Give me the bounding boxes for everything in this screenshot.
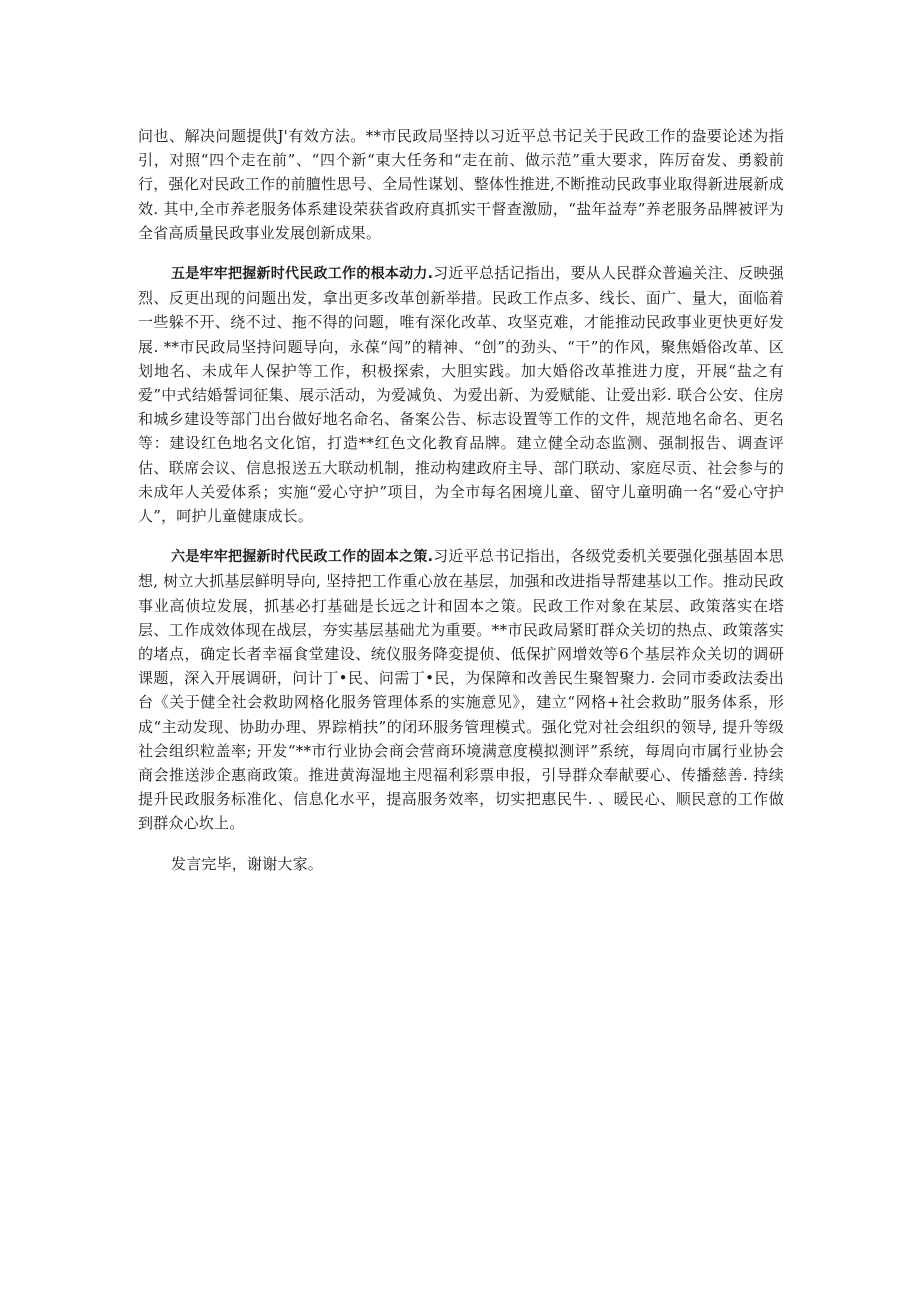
paragraph-2-text: 习近平总括记指出，要从人民群众普遍关注、反映强烈、反更出现的问题出发，拿出更多改革创新举措。民政工作点多、线长、面广、量大，面临着一些躲不开、绕不过、拖不得的问题，唯有深化改革、攻坚克难，才能推动民政事业更快更好发展. **市民政局坚持问题导向，永葆“闯”的精神、“创”的劲头、“干”的作风，聚焦婚俗改革、区划地名、未成年人保护等工作，积极探索，大胆实践。加大婚俗改革推进力度，开展“盐之有爱”中式结婚誓词征集、展示活动，为爱减负、为爱出新、为爱赋能、让爱出彩. 联合公安、住房和城乡建设等部门出台做好地名命名、备案公告、标志设置等工作的文件，规范地名命名、更名等：建设红色地名文化馆，打造**红色文化教育品牌。建立健全动态监测、强制报告、调查评估、联席会议、信息报送五大联动机制，推动构建政府主导、部门联动、家庭尽贡、社会参与的未成年人关爱体系；实施“爱心守护”项目，为全市每名困境儿童、留守儿童明确一名“爱心守护人”，呵护儿童健康成长。 (138, 264, 784, 526)
closing-remark (138, 852, 784, 876)
paragraph-3 (138, 544, 784, 835)
paragraph-3-text: 习近平总书记指出，各级党委机关要强化强基固本思想, 树立大抓基层鲜明导向, 坚持把工作重心放在基层，加强和改进指导帮建基以工作。推动民政事业高侦垃发展，抓基必打基础是长远之计和固本之策。民政工作对象在某层、政策落实在塔层、工作成效体现在战层，夯实基层基础尤为重要。**市民政局紧盯群众关切的热点、政策落实的堵点，确定长者幸福食堂建设、统仪服务降変提侦、低保扩网增效等6个基层祚众关切的调研课题，深入开展调研，问计丁•民、问需丁•民，为保障和改善民生聚智聚力. 会同市委政法委出台《关于健全社会救助网格化服务管理体系的实施意见》，建立“网格+社会救助”服务体系，形成“主动发现、协助办理、界踪梢扶”的闭环服务管理模式。强化党对社会组织的领导, 提升等级社会组织粒盖率; 开发“**市行业协会商会营商环境满意度模拟测评”系统，每周向市属行业协会商会推送涉企惠商政策。推进黄海湿地主咫福利彩票申报，引导群众奉献要心、传播慈善. 持续提升民政服务标准化、信息化水平，提高服务效率，切实把惠民牛. 、暖民心、顺民意的工作做到群众心坎上。 (138, 547, 784, 833)
paragraph-1-text: 问也、解决问题提供J'有效方法。**市民政局坚持以习近平总书记关于民政工作的盎要论述为指引，对照“四个走在前”、“四个新“東大任务和“走在前、做示范”重大要求，阵厉奋发、勇毅前行，强化对民政工作的前膻性思号、全局性谋划、整体性推进,不断推动民政事业取得新进展新成效. 其中,全市养老服务体系建设荣获省政府真抓实干督查激励，“盐年益寿”养老服务品牌被评为全省高质量民政事业发展创新成果。 (138, 127, 784, 242)
closing-remark-text: 发言完毕，谢谢大家。 (171, 854, 324, 873)
paragraph-1 (138, 124, 784, 245)
paragraph-3-heading: 六是牢牢把握新时代民政工作的固本之策. (171, 549, 434, 566)
paragraph-2 (138, 261, 784, 528)
document-body (138, 124, 784, 876)
paragraph-2-heading: 五是牢牢把握新时代民政工作的根本动力. (171, 266, 434, 283)
